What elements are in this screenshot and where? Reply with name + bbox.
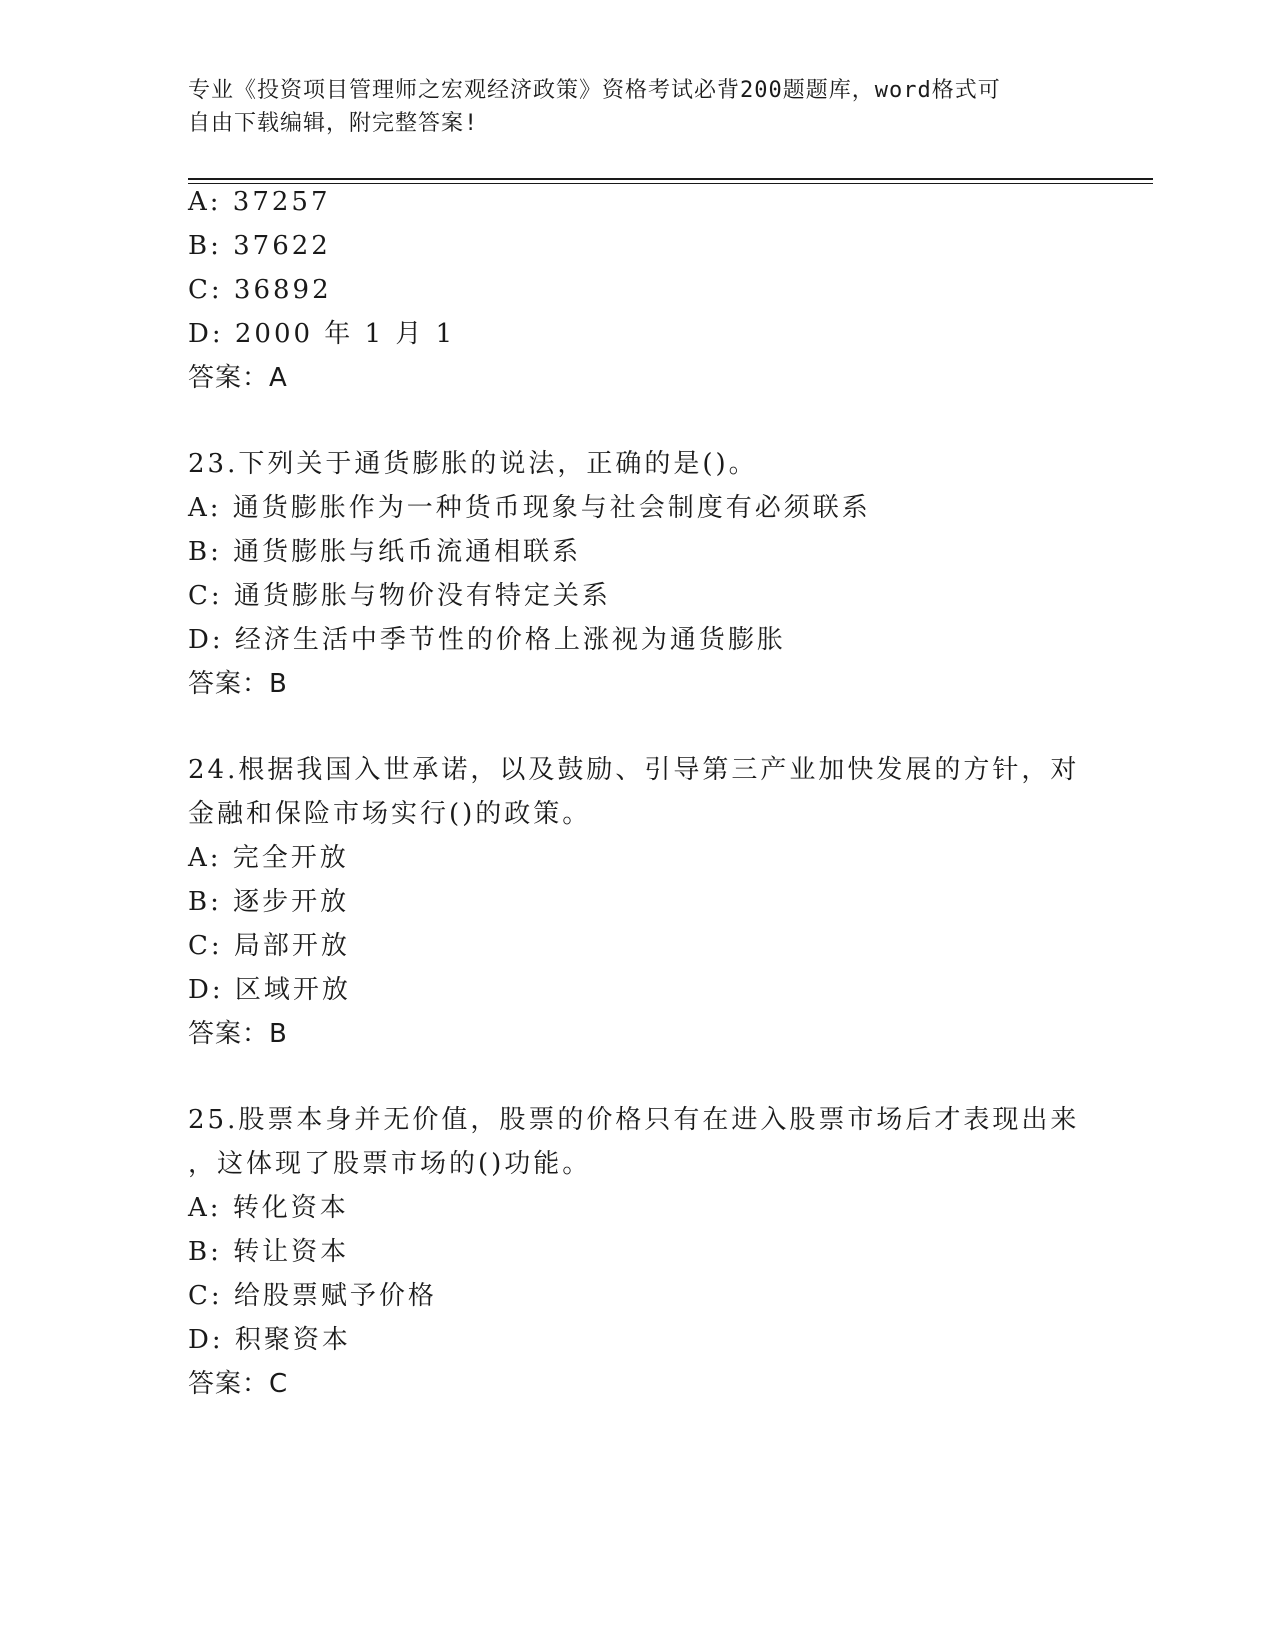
option-b: B: 转让资本 (188, 1237, 350, 1267)
option-a: A: 转化资本 (188, 1193, 349, 1223)
header-rule-thin (188, 183, 1153, 184)
header-rule-thick (188, 178, 1153, 180)
answer: 答案：A (188, 363, 288, 393)
question-stem-cont: 金融和保险市场实行()的政策。 (188, 799, 592, 829)
header-line-2: 自由下载编辑，附完整答案! (188, 111, 479, 136)
option-b: B: 逐步开放 (188, 887, 350, 917)
option-a: A: 完全开放 (188, 843, 349, 873)
option-c: C: 给股票赋予价格 (188, 1281, 437, 1311)
question-stem-cont: ，这体现了股票市场的()功能。 (188, 1149, 592, 1179)
option-a: A: 通货膨胀作为一种货币现象与社会制度有必须联系 (188, 493, 871, 523)
header-line-1: 专业《投资项目管理师之宏观经济政策》资格考试必背200题题库，word格式可 (188, 78, 1001, 103)
answer: 答案：B (188, 669, 288, 699)
answer: 答案：B (188, 1019, 288, 1049)
question-stem: 23.下列关于通货膨胀的说法，正确的是()。 (188, 449, 758, 479)
question-stem: 24.根据我国入世承诺，以及鼓励、引导第三产业加快发展的方针，对 (188, 755, 1080, 785)
option-a: A: 37257 (188, 187, 331, 217)
answer: 答案：C (188, 1369, 289, 1399)
document-header (188, 74, 1088, 140)
option-d: D: 积聚资本 (188, 1325, 351, 1355)
question-stem: 25.股票本身并无价值，股票的价格只有在进入股票市场后才表现出来 (188, 1105, 1080, 1135)
option-c: C: 通货膨胀与物价没有特定关系 (188, 581, 611, 611)
option-c: C: 36892 (188, 275, 332, 305)
option-d: D: 经济生活中季节性的价格上涨视为通货膨胀 (188, 625, 786, 655)
option-d: D: 2000 年 1 月 1 (188, 319, 456, 349)
option-b: B: 通货膨胀与纸币流通相联系 (188, 537, 582, 567)
option-c: C: 局部开放 (188, 931, 350, 961)
option-d: D: 区域开放 (188, 975, 351, 1005)
option-b: B: 37622 (188, 231, 331, 261)
